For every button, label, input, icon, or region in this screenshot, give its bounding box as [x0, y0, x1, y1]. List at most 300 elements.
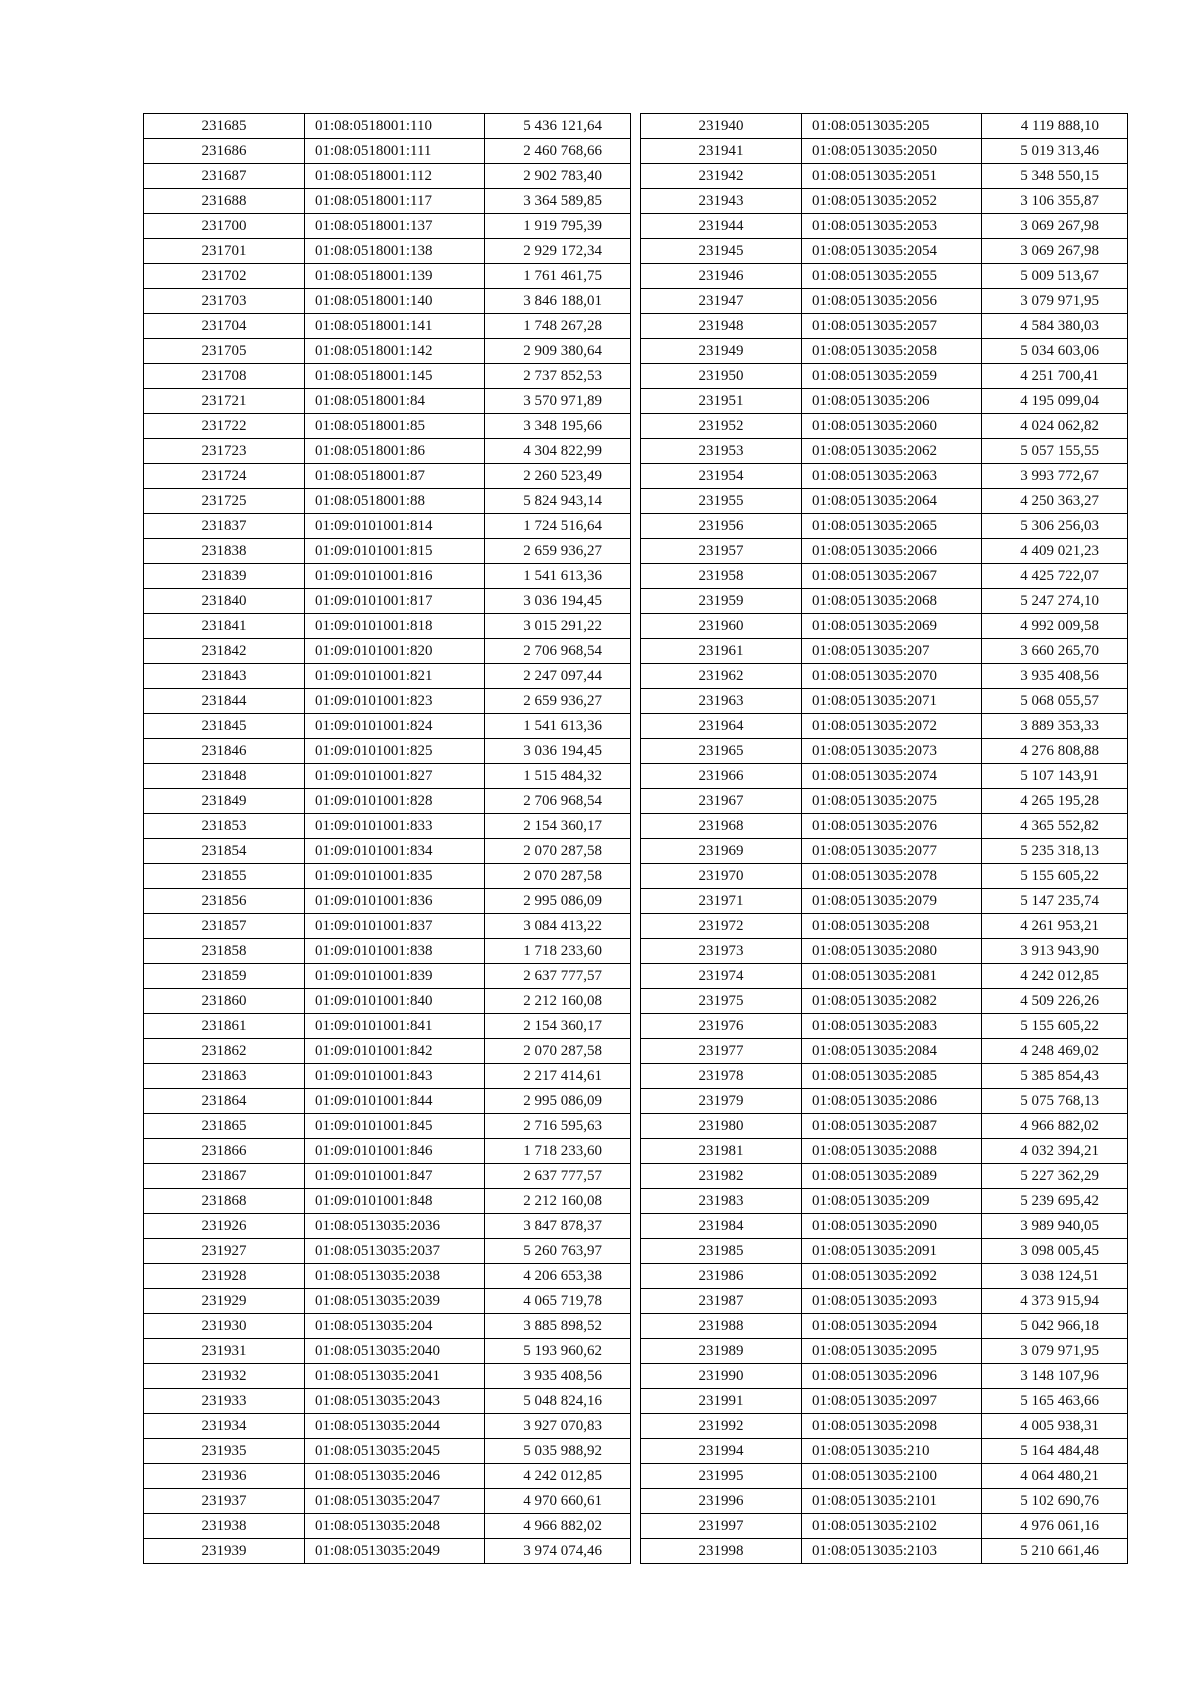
record-number-cell: 231967: [641, 789, 802, 814]
table-row: [144, 639, 631, 664]
table-row: [144, 464, 631, 489]
table-row: [641, 1164, 1128, 1189]
table-row: [641, 1489, 1128, 1514]
cadastral-number-cell: 01:09:0101001:840: [305, 989, 485, 1014]
cadastral-value-cell: 4 276 808,88: [982, 739, 1128, 764]
record-number-cell: 231721: [144, 389, 305, 414]
table-row: [641, 114, 1128, 139]
cadastral-number-cell: 01:08:0513035:2040: [305, 1339, 485, 1364]
cadastral-number-cell: 01:08:0513035:2051: [802, 164, 982, 189]
cadastral-value-cell: 3 570 971,89: [485, 389, 631, 414]
record-number-cell: 231855: [144, 864, 305, 889]
table-row: [144, 139, 631, 164]
cadastral-number-cell: 01:08:0513035:2082: [802, 989, 982, 1014]
cadastral-value-cell: 2 070 287,58: [485, 864, 631, 889]
record-number-cell: 231985: [641, 1239, 802, 1264]
cadastral-value-cell: 2 706 968,54: [485, 789, 631, 814]
record-number-cell: 231948: [641, 314, 802, 339]
cadastral-value-cell: 4 584 380,03: [982, 314, 1128, 339]
table-row: [641, 914, 1128, 939]
cadastral-number-cell: 01:08:0513035:2087: [802, 1114, 982, 1139]
cadastral-number-cell: 01:08:0513035:2094: [802, 1314, 982, 1339]
record-number-cell: 231972: [641, 914, 802, 939]
cadastral-value-cell: 3 036 194,45: [485, 589, 631, 614]
cadastral-number-cell: 01:08:0513035:2063: [802, 464, 982, 489]
cadastral-value-cell: 3 084 413,22: [485, 914, 631, 939]
cadastral-number-cell: 01:08:0513035:2052: [802, 189, 982, 214]
table-row: [144, 564, 631, 589]
record-number-cell: 231957: [641, 539, 802, 564]
table-row: [144, 1514, 631, 1539]
cadastral-value-cell: 3 885 898,52: [485, 1314, 631, 1339]
cadastral-value-cell: 4 966 882,02: [982, 1114, 1128, 1139]
cadastral-number-cell: 01:09:0101001:842: [305, 1039, 485, 1064]
cadastral-value-cell: 2 070 287,58: [485, 839, 631, 864]
record-number-cell: 231990: [641, 1364, 802, 1389]
record-number-cell: 231942: [641, 164, 802, 189]
cadastral-value-cell: 2 637 777,57: [485, 964, 631, 989]
cadastral-number-cell: 01:08:0513035:2060: [802, 414, 982, 439]
record-number-cell: 231931: [144, 1339, 305, 1364]
table-row: [641, 1114, 1128, 1139]
table-row: [641, 589, 1128, 614]
table-row: [641, 989, 1128, 1014]
table-row: [641, 814, 1128, 839]
record-number-cell: 231966: [641, 764, 802, 789]
cadastral-number-cell: 01:08:0513035:2059: [802, 364, 982, 389]
table-row: [144, 589, 631, 614]
cadastral-value-cell: 2 995 086,09: [485, 889, 631, 914]
cadastral-number-cell: 01:09:0101001:844: [305, 1089, 485, 1114]
cadastral-number-cell: 01:08:0518001:112: [305, 164, 485, 189]
cadastral-value-cell: 4 509 226,26: [982, 989, 1128, 1014]
cadastral-value-cell: 5 348 550,15: [982, 164, 1128, 189]
record-number-cell: 231929: [144, 1289, 305, 1314]
cadastral-value-cell: 4 373 915,94: [982, 1289, 1128, 1314]
cadastral-number-cell: 01:09:0101001:841: [305, 1014, 485, 1039]
cadastral-number-cell: 01:08:0518001:141: [305, 314, 485, 339]
record-number-cell: 231987: [641, 1289, 802, 1314]
record-number-cell: 231979: [641, 1089, 802, 1114]
table-left: [143, 113, 631, 1564]
cadastral-value-cell: 3 038 124,51: [982, 1264, 1128, 1289]
cadastral-value-cell: 3 348 195,66: [485, 414, 631, 439]
table-row: [641, 1364, 1128, 1389]
record-number-cell: 231958: [641, 564, 802, 589]
cadastral-number-cell: 01:09:0101001:828: [305, 789, 485, 814]
cadastral-number-cell: 01:08:0513035:2058: [802, 339, 982, 364]
cadastral-value-cell: 2 070 287,58: [485, 1039, 631, 1064]
record-number-cell: 231843: [144, 664, 305, 689]
table-row: [144, 814, 631, 839]
cadastral-value-cell: 4 409 021,23: [982, 539, 1128, 564]
cadastral-number-cell: 01:08:0513035:204: [305, 1314, 485, 1339]
record-number-cell: 231964: [641, 714, 802, 739]
cadastral-number-cell: 01:08:0518001:84: [305, 389, 485, 414]
cadastral-number-cell: 01:08:0513035:2077: [802, 839, 982, 864]
cadastral-number-cell: 01:08:0513035:2080: [802, 939, 982, 964]
cadastral-value-cell: 5 147 235,74: [982, 889, 1128, 914]
cadastral-value-cell: 4 248 469,02: [982, 1039, 1128, 1064]
table-row: [144, 964, 631, 989]
cadastral-value-cell: 3 015 291,22: [485, 614, 631, 639]
table-row: [641, 1439, 1128, 1464]
cadastral-number-cell: 01:08:0513035:2053: [802, 214, 982, 239]
table-row: [144, 439, 631, 464]
cadastral-value-cell: 2 995 086,09: [485, 1089, 631, 1114]
table-row: [144, 1489, 631, 1514]
cadastral-value-cell: 1 724 516,64: [485, 514, 631, 539]
cadastral-number-cell: 01:09:0101001:824: [305, 714, 485, 739]
table-row: [641, 1264, 1128, 1289]
table-row: [144, 1039, 631, 1064]
table-row: [641, 439, 1128, 464]
cadastral-number-cell: 01:08:0518001:111: [305, 139, 485, 164]
cadastral-number-cell: 01:08:0513035:2036: [305, 1214, 485, 1239]
cadastral-value-cell: 5 075 768,13: [982, 1089, 1128, 1114]
table-row: [144, 939, 631, 964]
cadastral-value-cell: 2 659 936,27: [485, 539, 631, 564]
table-row: [641, 339, 1128, 364]
record-number-cell: 231841: [144, 614, 305, 639]
cadastral-value-cell: 4 195 099,04: [982, 389, 1128, 414]
cadastral-value-cell: 1 919 795,39: [485, 214, 631, 239]
cadastral-number-cell: 01:08:0513035:2039: [305, 1289, 485, 1314]
table-row: [641, 639, 1128, 664]
table-row: [144, 1089, 631, 1114]
cadastral-number-cell: 01:08:0513035:205: [802, 114, 982, 139]
table-row: [641, 789, 1128, 814]
cadastral-value-cell: 2 247 097,44: [485, 664, 631, 689]
table-row: [144, 1114, 631, 1139]
record-number-cell: 231982: [641, 1164, 802, 1189]
cadastral-value-cell: 4 005 938,31: [982, 1414, 1128, 1439]
record-number-cell: 231951: [641, 389, 802, 414]
cadastral-value-cell: 5 239 695,42: [982, 1189, 1128, 1214]
record-number-cell: 231998: [641, 1539, 802, 1564]
cadastral-value-cell: 4 064 480,21: [982, 1464, 1128, 1489]
cadastral-value-cell: 2 929 172,34: [485, 239, 631, 264]
record-number-cell: 231853: [144, 814, 305, 839]
cadastral-value-cell: 3 974 074,46: [485, 1539, 631, 1564]
cadastral-value-cell: 5 042 966,18: [982, 1314, 1128, 1339]
cadastral-number-cell: 01:08:0513035:2069: [802, 614, 982, 639]
record-number-cell: 231992: [641, 1414, 802, 1439]
cadastral-value-cell: 5 260 763,97: [485, 1239, 631, 1264]
cadastral-number-cell: 01:08:0518001:138: [305, 239, 485, 264]
record-number-cell: 231846: [144, 739, 305, 764]
record-number-cell: 231848: [144, 764, 305, 789]
cadastral-value-cell: 5 165 463,66: [982, 1389, 1128, 1414]
table-row: [641, 139, 1128, 164]
table-row: [641, 264, 1128, 289]
cadastral-number-cell: 01:08:0513035:209: [802, 1189, 982, 1214]
cadastral-value-cell: 5 235 318,13: [982, 839, 1128, 864]
table-row: [144, 714, 631, 739]
table-row: [144, 739, 631, 764]
record-number-cell: 231702: [144, 264, 305, 289]
record-number-cell: 231863: [144, 1064, 305, 1089]
table-row: [641, 864, 1128, 889]
record-number-cell: 231984: [641, 1214, 802, 1239]
cadastral-number-cell: 01:09:0101001:817: [305, 589, 485, 614]
cadastral-number-cell: 01:08:0513035:2096: [802, 1364, 982, 1389]
cadastral-value-cell: 4 966 882,02: [485, 1514, 631, 1539]
record-number-cell: 231856: [144, 889, 305, 914]
record-number-cell: 231862: [144, 1039, 305, 1064]
table-row: [641, 1089, 1128, 1114]
record-number-cell: 231868: [144, 1189, 305, 1214]
record-number-cell: 231858: [144, 939, 305, 964]
cadastral-number-cell: 01:08:0513035:2075: [802, 789, 982, 814]
cadastral-number-cell: 01:08:0513035:2100: [802, 1464, 982, 1489]
table-row: [641, 939, 1128, 964]
record-number-cell: 231996: [641, 1489, 802, 1514]
cadastral-value-cell: 4 365 552,82: [982, 814, 1128, 839]
cadastral-value-cell: 4 425 722,07: [982, 564, 1128, 589]
cadastral-value-cell: 5 164 484,48: [982, 1439, 1128, 1464]
cadastral-number-cell: 01:08:0518001:139: [305, 264, 485, 289]
cadastral-number-cell: 01:08:0513035:2088: [802, 1139, 982, 1164]
record-number-cell: 231997: [641, 1514, 802, 1539]
cadastral-value-cell: 4 206 653,38: [485, 1264, 631, 1289]
cadastral-value-cell: 3 847 878,37: [485, 1214, 631, 1239]
cadastral-number-cell: 01:08:0513035:2048: [305, 1514, 485, 1539]
cadastral-number-cell: 01:09:0101001:839: [305, 964, 485, 989]
record-number-cell: 231842: [144, 639, 305, 664]
record-number-cell: 231935: [144, 1439, 305, 1464]
record-number-cell: 231978: [641, 1064, 802, 1089]
table-row: [144, 114, 631, 139]
cadastral-value-cell: 2 212 160,08: [485, 1189, 631, 1214]
record-number-cell: 231685: [144, 114, 305, 139]
record-number-cell: 231687: [144, 164, 305, 189]
cadastral-value-cell: 1 541 613,36: [485, 564, 631, 589]
table-row: [641, 539, 1128, 564]
table-row: [641, 289, 1128, 314]
table-row: [144, 414, 631, 439]
table-right: [640, 113, 1128, 1564]
cadastral-number-cell: 01:08:0513035:2098: [802, 1414, 982, 1439]
record-number-cell: 231838: [144, 539, 305, 564]
table-row: [641, 1189, 1128, 1214]
cadastral-value-cell: 2 154 360,17: [485, 1014, 631, 1039]
cadastral-value-cell: 5 210 661,46: [982, 1539, 1128, 1564]
table-row: [144, 689, 631, 714]
cadastral-value-cell: 5 155 605,22: [982, 1014, 1128, 1039]
record-number-cell: 231686: [144, 139, 305, 164]
cadastral-value-cell: 3 889 353,33: [982, 714, 1128, 739]
cadastral-number-cell: 01:08:0513035:2070: [802, 664, 982, 689]
table-row: [641, 364, 1128, 389]
table-row: [144, 1539, 631, 1564]
table-row: [144, 1064, 631, 1089]
cadastral-number-cell: 01:09:0101001:846: [305, 1139, 485, 1164]
record-number-cell: 231956: [641, 514, 802, 539]
record-number-cell: 231844: [144, 689, 305, 714]
cadastral-value-cell: 3 098 005,45: [982, 1239, 1128, 1264]
record-number-cell: 231962: [641, 664, 802, 689]
cadastral-number-cell: 01:08:0513035:2043: [305, 1389, 485, 1414]
cadastral-value-cell: 3 913 943,90: [982, 939, 1128, 964]
table-row: [144, 864, 631, 889]
cadastral-value-cell: 3 927 070,83: [485, 1414, 631, 1439]
cadastral-number-cell: 01:09:0101001:848: [305, 1189, 485, 1214]
cadastral-number-cell: 01:08:0513035:207: [802, 639, 982, 664]
record-number-cell: 231974: [641, 964, 802, 989]
cadastral-value-cell: 4 304 822,99: [485, 439, 631, 464]
cadastral-value-cell: 2 659 936,27: [485, 689, 631, 714]
record-number-cell: 231936: [144, 1464, 305, 1489]
record-number-cell: 231845: [144, 714, 305, 739]
record-number-cell: 231724: [144, 464, 305, 489]
table-row: [144, 989, 631, 1014]
cadastral-number-cell: 01:08:0513035:2066: [802, 539, 982, 564]
cadastral-value-cell: 3 993 772,67: [982, 464, 1128, 489]
cadastral-number-cell: 01:08:0513035:2089: [802, 1164, 982, 1189]
cadastral-number-cell: 01:08:0518001:88: [305, 489, 485, 514]
record-number-cell: 231963: [641, 689, 802, 714]
table-row: [144, 764, 631, 789]
cadastral-value-cell: 3 935 408,56: [982, 664, 1128, 689]
table-row: [144, 914, 631, 939]
cadastral-number-cell: 01:08:0513035:2072: [802, 714, 982, 739]
cadastral-value-cell: 5 193 960,62: [485, 1339, 631, 1364]
record-number-cell: 231959: [641, 589, 802, 614]
record-number-cell: 231840: [144, 589, 305, 614]
record-number-cell: 231939: [144, 1539, 305, 1564]
table-row: [641, 189, 1128, 214]
cadastral-number-cell: 01:09:0101001:836: [305, 889, 485, 914]
cadastral-number-cell: 01:08:0513035:2086: [802, 1089, 982, 1114]
cadastral-value-cell: 3 106 355,87: [982, 189, 1128, 214]
cadastral-value-cell: 5 035 988,92: [485, 1439, 631, 1464]
cadastral-number-cell: 01:08:0518001:142: [305, 339, 485, 364]
table-row: [144, 1239, 631, 1264]
record-number-cell: 231946: [641, 264, 802, 289]
cadastral-value-cell: 5 019 313,46: [982, 139, 1128, 164]
record-number-cell: 231983: [641, 1189, 802, 1214]
cadastral-number-cell: 01:08:0513035:2044: [305, 1414, 485, 1439]
cadastral-value-cell: 4 261 953,21: [982, 914, 1128, 939]
table-row: [144, 1464, 631, 1489]
cadastral-number-cell: 01:09:0101001:816: [305, 564, 485, 589]
table-row: [641, 239, 1128, 264]
cadastral-number-cell: 01:08:0513035:2055: [802, 264, 982, 289]
record-number-cell: 231926: [144, 1214, 305, 1239]
cadastral-number-cell: 01:08:0513035:2078: [802, 864, 982, 889]
cadastral-value-cell: 4 032 394,21: [982, 1139, 1128, 1164]
cadastral-number-cell: 01:08:0513035:208: [802, 914, 982, 939]
cadastral-value-cell: 2 716 595,63: [485, 1114, 631, 1139]
cadastral-value-cell: 3 935 408,56: [485, 1364, 631, 1389]
table-row: [144, 214, 631, 239]
cadastral-value-cell: 5 385 854,43: [982, 1064, 1128, 1089]
table-row: [641, 514, 1128, 539]
cadastral-value-cell: 3 364 589,85: [485, 189, 631, 214]
table-row: [144, 514, 631, 539]
cadastral-number-cell: 01:08:0513035:2057: [802, 314, 982, 339]
record-number-cell: 231960: [641, 614, 802, 639]
table-row: [144, 389, 631, 414]
table-row: [641, 1239, 1128, 1264]
table-row: [144, 164, 631, 189]
cadastral-number-cell: 01:08:0513035:2073: [802, 739, 982, 764]
cadastral-value-cell: 4 970 660,61: [485, 1489, 631, 1514]
record-number-cell: 231954: [641, 464, 802, 489]
record-number-cell: 231986: [641, 1264, 802, 1289]
record-number-cell: 231708: [144, 364, 305, 389]
cadastral-value-cell: 4 242 012,85: [982, 964, 1128, 989]
cadastral-value-cell: 4 024 062,82: [982, 414, 1128, 439]
cadastral-number-cell: 01:08:0513035:2054: [802, 239, 982, 264]
cadastral-number-cell: 01:08:0513035:2050: [802, 139, 982, 164]
cadastral-number-cell: 01:09:0101001:823: [305, 689, 485, 714]
cadastral-value-cell: 5 102 690,76: [982, 1489, 1128, 1514]
record-number-cell: 231941: [641, 139, 802, 164]
cadastral-value-cell: 3 079 971,95: [982, 289, 1128, 314]
cadastral-value-cell: 5 034 603,06: [982, 339, 1128, 364]
table-row: [641, 1064, 1128, 1089]
cadastral-number-cell: 01:09:0101001:833: [305, 814, 485, 839]
cadastral-value-cell: 5 155 605,22: [982, 864, 1128, 889]
cadastral-number-cell: 01:08:0513035:2062: [802, 439, 982, 464]
cadastral-number-cell: 01:08:0513035:2038: [305, 1264, 485, 1289]
record-number-cell: 231705: [144, 339, 305, 364]
cadastral-value-cell: 3 036 194,45: [485, 739, 631, 764]
record-number-cell: 231839: [144, 564, 305, 589]
table-row: [641, 464, 1128, 489]
table-row: [144, 1339, 631, 1364]
cadastral-value-cell: 1 515 484,32: [485, 764, 631, 789]
table-row: [641, 1214, 1128, 1239]
cadastral-value-cell: 2 902 783,40: [485, 164, 631, 189]
cadastral-number-cell: 01:08:0513035:2093: [802, 1289, 982, 1314]
cadastral-number-cell: 01:08:0518001:137: [305, 214, 485, 239]
table-row: [144, 364, 631, 389]
record-number-cell: 231955: [641, 489, 802, 514]
cadastral-number-cell: 01:08:0513035:2092: [802, 1264, 982, 1289]
cadastral-number-cell: 01:08:0513035:2056: [802, 289, 982, 314]
table-row: [144, 1289, 631, 1314]
table-right-body: [641, 114, 1128, 1564]
cadastral-value-cell: 2 212 160,08: [485, 989, 631, 1014]
cadastral-value-cell: 5 306 256,03: [982, 514, 1128, 539]
cadastral-value-cell: 5 824 943,14: [485, 489, 631, 514]
table-row: [641, 214, 1128, 239]
cadastral-value-cell: 1 761 461,75: [485, 264, 631, 289]
cadastral-number-cell: 01:08:0518001:110: [305, 114, 485, 139]
cadastral-number-cell: 01:08:0513035:2074: [802, 764, 982, 789]
cadastral-value-cell: 4 251 700,41: [982, 364, 1128, 389]
table-row: [641, 1389, 1128, 1414]
record-number-cell: 231704: [144, 314, 305, 339]
record-number-cell: 231938: [144, 1514, 305, 1539]
record-number-cell: 231943: [641, 189, 802, 214]
record-number-cell: 231975: [641, 989, 802, 1014]
table-row: [144, 664, 631, 689]
cadastral-number-cell: 01:08:0513035:2041: [305, 1364, 485, 1389]
table-row: [144, 1139, 631, 1164]
table-row: [144, 264, 631, 289]
table-row: [641, 964, 1128, 989]
record-number-cell: 231854: [144, 839, 305, 864]
table-row: [641, 664, 1128, 689]
cadastral-value-cell: 3 069 267,98: [982, 214, 1128, 239]
record-number-cell: 231861: [144, 1014, 305, 1039]
table-row: [641, 889, 1128, 914]
cadastral-number-cell: 01:08:0513035:2095: [802, 1339, 982, 1364]
